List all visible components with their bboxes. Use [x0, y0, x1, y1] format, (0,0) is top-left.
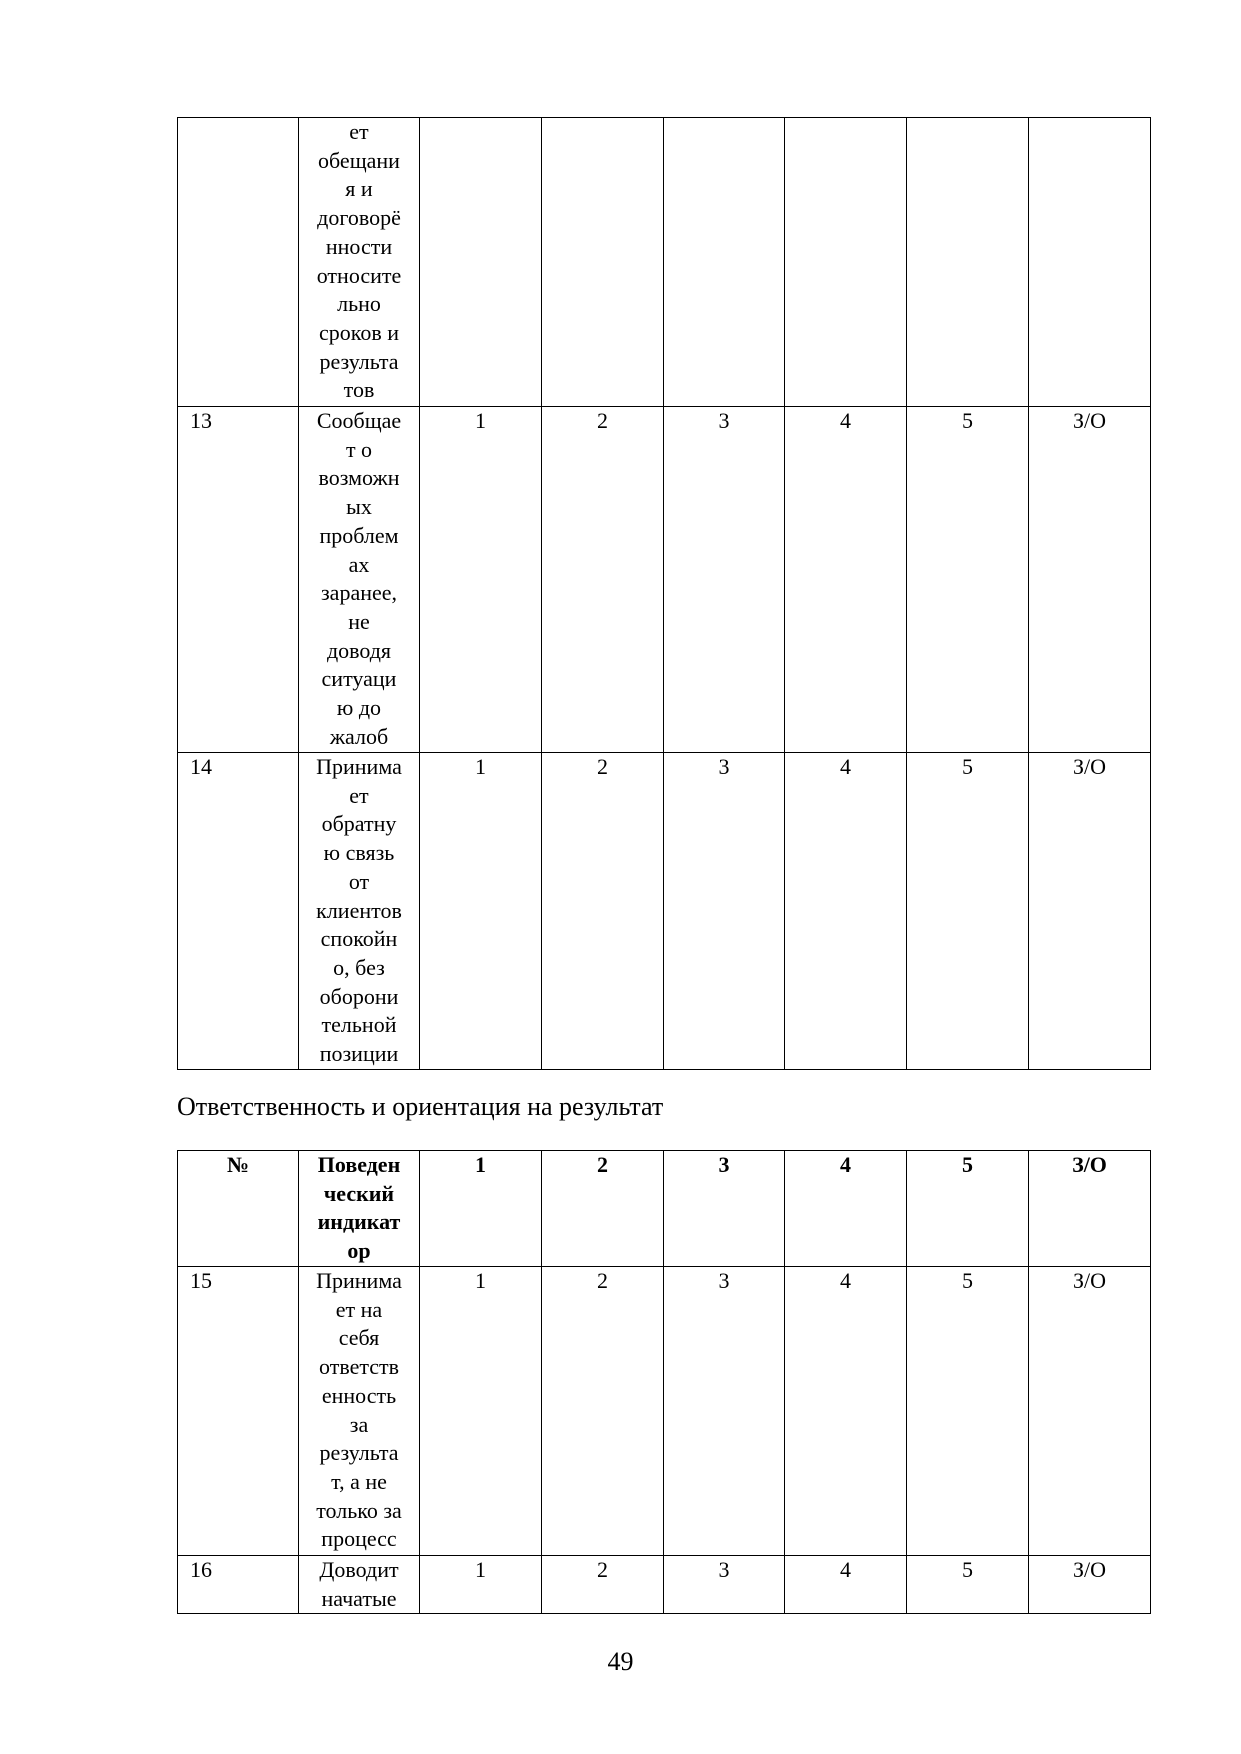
- indicator-line: проблем: [319, 522, 399, 548]
- header-number: №: [178, 1151, 299, 1267]
- indicator-line: Доводит: [319, 1557, 399, 1582]
- indicator-line: Сообщае: [316, 408, 402, 433]
- indicator-line: енность: [321, 1382, 397, 1408]
- indicator-line: т, а не: [331, 1468, 387, 1494]
- indicator-line: оборони: [319, 983, 399, 1009]
- indicator-cell: [299, 1267, 420, 1556]
- indicator-line: ор: [347, 1238, 371, 1264]
- header-score-1: 1: [420, 1151, 542, 1267]
- indicator-line: только за: [316, 1497, 402, 1523]
- score-cell-1: 1: [420, 1556, 542, 1614]
- table-row: [178, 407, 1151, 753]
- indicator-line: обещани: [318, 147, 400, 173]
- score-cell-1: [420, 118, 542, 407]
- indicator-line: нности: [325, 233, 393, 259]
- score-cell-4: [785, 118, 907, 407]
- indicator-line: обратну: [321, 811, 397, 837]
- score-cell-3: 3: [664, 1556, 785, 1614]
- row-number-cell: 16: [178, 1556, 299, 1614]
- score-cell-4: 4: [785, 407, 907, 753]
- score-cell-2: 2: [542, 1556, 664, 1614]
- score-cell-2: 2: [542, 1267, 664, 1556]
- indicator-line: спокойн: [320, 926, 398, 952]
- score-cell-3: [664, 118, 785, 407]
- header-score-4: 4: [785, 1151, 907, 1267]
- score-cell-2: 2: [542, 753, 664, 1070]
- indicator-line: индикат: [317, 1209, 401, 1235]
- indicator-line: не: [348, 608, 370, 634]
- indicator-line: позиции: [319, 1041, 399, 1067]
- indicator-line: ет: [349, 119, 369, 144]
- indicator-lines: [299, 118, 419, 405]
- indicator-cell: [299, 118, 420, 407]
- table-row: [178, 1556, 1151, 1614]
- indicator-cell: [299, 407, 420, 753]
- score-cell-5: 5: [907, 753, 1029, 1070]
- header-score-3: 3: [664, 1151, 785, 1267]
- indicator-line: ах: [348, 551, 370, 577]
- indicator-line: процесс: [321, 1526, 397, 1552]
- indicator-line: ет: [349, 782, 369, 808]
- score-cell-zo: З/О: [1029, 1267, 1151, 1556]
- indicator-line: ответств: [319, 1354, 399, 1380]
- score-cell-1: 1: [420, 407, 542, 753]
- row-number-cell: 15: [178, 1267, 299, 1556]
- indicator-line: я и: [345, 176, 373, 202]
- header-score-zo: З/О: [1029, 1151, 1151, 1267]
- score-cell-1: 1: [420, 1267, 542, 1556]
- indicator-line: заранее,: [320, 580, 398, 606]
- indicator-lines: [299, 1151, 419, 1266]
- indicator-line: т о: [345, 436, 373, 462]
- table-header-row: [178, 1151, 1151, 1267]
- header-score-5: 5: [907, 1151, 1029, 1267]
- score-cell-zo: [1029, 118, 1151, 407]
- section-heading: Ответственность и ориентация на результат: [177, 1092, 664, 1121]
- indicator-line: начатые: [321, 1585, 397, 1611]
- indicator-line: результа: [319, 1440, 399, 1466]
- score-cell-4: 4: [785, 1556, 907, 1614]
- score-cell-5: [907, 118, 1029, 407]
- indicator-line: Поведен: [317, 1152, 401, 1177]
- indicator-line: ю до: [336, 695, 382, 721]
- score-cell-5: 5: [907, 407, 1029, 753]
- indicator-line: относите: [316, 262, 402, 288]
- indicator-line: возможн: [318, 465, 400, 491]
- indicator-line: результа: [319, 348, 399, 374]
- score-cell-5: 5: [907, 1556, 1029, 1614]
- indicator-line: ситуаци: [321, 666, 397, 692]
- indicator-line: от: [348, 868, 370, 894]
- score-cell-2: [542, 118, 664, 407]
- score-cell-3: 3: [664, 753, 785, 1070]
- score-cell-3: 3: [664, 407, 785, 753]
- table-row: [178, 753, 1151, 1070]
- score-cell-3: 3: [664, 1267, 785, 1556]
- indicator-line: о, без: [333, 954, 385, 980]
- score-cell-5: 5: [907, 1267, 1029, 1556]
- score-cell-4: 4: [785, 1267, 907, 1556]
- row-number-cell: 13: [178, 407, 299, 753]
- indicator-line: доводя: [326, 637, 392, 663]
- score-cell-zo: З/О: [1029, 407, 1151, 753]
- indicator-line: Принима: [316, 754, 402, 779]
- indicator-line: тов: [343, 377, 375, 403]
- indicator-line: льно: [337, 291, 381, 317]
- header-indicator: [299, 1151, 420, 1267]
- indicator-line: сроков и: [319, 319, 399, 345]
- indicator-line: ет на: [335, 1296, 383, 1322]
- indicator-line: ю связь: [323, 840, 395, 866]
- score-cell-1: 1: [420, 753, 542, 1070]
- indicator-lines: [299, 753, 419, 1069]
- responsibility-table: [177, 1150, 1151, 1614]
- score-cell-2: 2: [542, 407, 664, 753]
- table-row: [178, 1267, 1151, 1556]
- indicator-line: ческий: [323, 1180, 395, 1206]
- indicator-line: клиентов: [316, 897, 402, 923]
- indicator-line: тельной: [321, 1012, 397, 1038]
- header-score-2: 2: [542, 1151, 664, 1267]
- indicator-line: договорё: [317, 205, 401, 231]
- indicator-line: жалоб: [329, 723, 389, 749]
- score-cell-zo: З/О: [1029, 1556, 1151, 1614]
- indicator-lines: [299, 407, 419, 751]
- indicator-lines: [299, 1556, 419, 1613]
- table-row: [178, 118, 1151, 407]
- indicator-lines: [299, 1267, 419, 1554]
- indicator-line: за: [349, 1411, 369, 1437]
- indicator-line: себя: [338, 1325, 380, 1351]
- page-number: 49: [607, 1647, 634, 1676]
- competency-table-continued: [177, 117, 1151, 1070]
- score-cell-zo: З/О: [1029, 753, 1151, 1070]
- indicator-line: ых: [346, 494, 372, 520]
- row-number-cell: 14: [178, 753, 299, 1070]
- indicator-line: Принима: [316, 1268, 402, 1293]
- indicator-cell: [299, 1556, 420, 1614]
- row-number-cell: [178, 118, 299, 407]
- indicator-cell: [299, 753, 420, 1070]
- score-cell-4: 4: [785, 753, 907, 1070]
